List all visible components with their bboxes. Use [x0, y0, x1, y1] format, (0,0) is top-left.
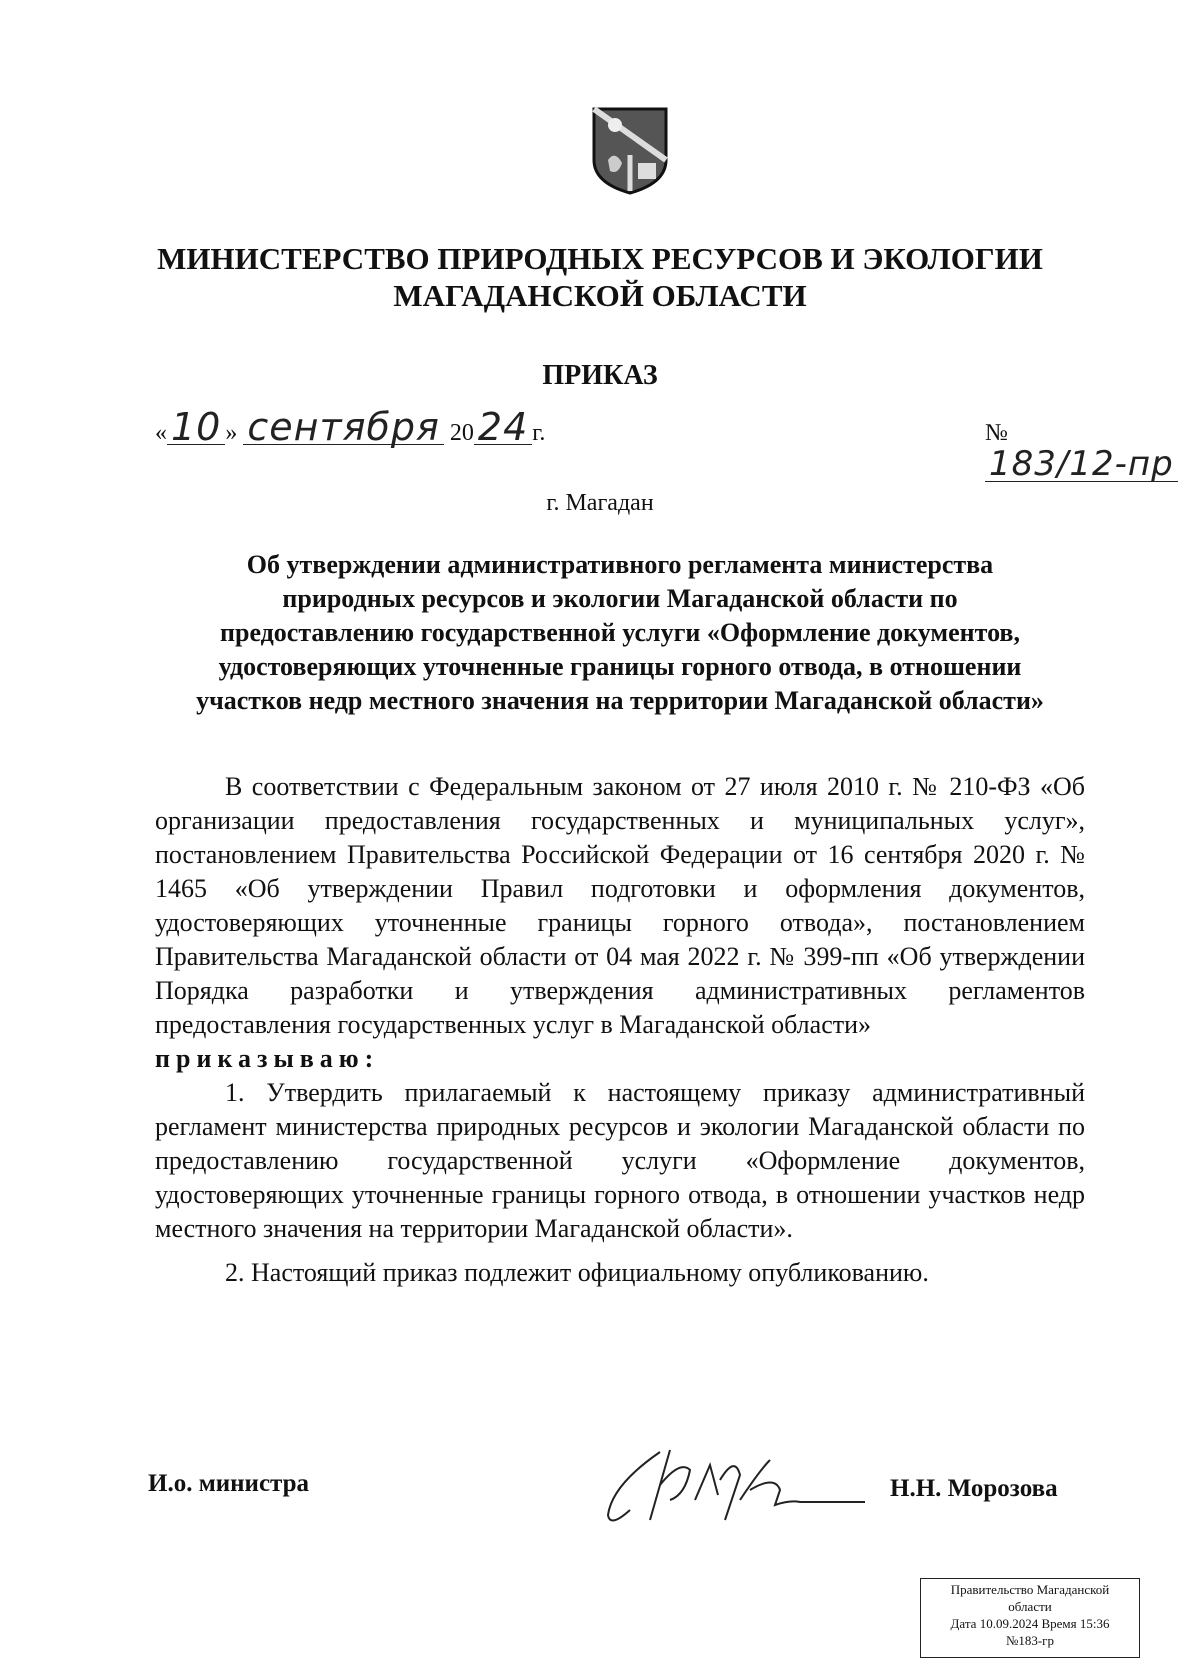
subject-line-4: удостоверяющих уточненные границы горного отвода, в отношении [218, 652, 1022, 681]
signer-name: Н.Н. Морозова [890, 1475, 1058, 1502]
item-2-paragraph: 2. Настоящий приказ подлежит официальному опубликованию. [225, 1258, 929, 1287]
date-quote-open: « [155, 420, 167, 446]
subject-line-3: предоставлению государственной услуги «Оформление документов, [220, 618, 1020, 647]
item-1-paragraph: 1. Утвердить прилагаемый к настоящему приказу административный регламент министерства природных ресурсов и экологии Магаданской области по предоставлению государственной услуги «Оформление документов, удостоверяющих уточненные границы горного отвода, в отношении участков недр местного значения на территории Магаданской области». [155, 1078, 1085, 1243]
date-month: сентября [243, 410, 444, 445]
document-type: ПРИКАЗ [542, 360, 658, 391]
preamble-paragraph: В соответствии с Федеральным законом от 27 июля 2010 г. № 210-ФЗ «Об организации предоставления государственных и муниципальных услуг», постановлением Правительства Российской Федерации от 16 сентября 2020 г. № 1465 «Об утверждении Правил подготовки и оформления документов, удостоверяющих уточненные границы горного отвода», постановлением Правительства Магаданской области от 04 мая 2022 г. № 399-пп «Об утверждении Порядка разработки и утверждения административных регламентов предоставления государственных услуг в Магаданской области» [155, 772, 1085, 1039]
stamp-line-4: №183-гр [1005, 1633, 1055, 1648]
subject-line-1: Об утверждении административного регламента министерства [246, 550, 994, 579]
stamp-line-2: области [1008, 1599, 1052, 1614]
document-date [155, 405, 546, 449]
ministry-line-1: МИНИСТЕРСТВО ПРИРОДНЫХ РЕСУРСОВ И ЭКОЛОГИИ [157, 241, 1043, 276]
document-body [155, 770, 1085, 1290]
date-year-prefix: 20 [449, 420, 474, 446]
subject-line-5: участков недр местного значения на территории Магаданской области» [196, 686, 1044, 715]
ministry-line-2: МАГАДАНСКОЙ ОБЛАСТИ [393, 278, 807, 313]
date-year-suffix: 24 [474, 410, 532, 445]
handwritten-signature [600, 1440, 870, 1530]
date-quote-close: » [225, 420, 238, 446]
stamp-line-3: Дата 10.09.2024 Время 15:36 [950, 1616, 1110, 1631]
subject-line-2: природных ресурсов и экологии Магаданской области по [282, 584, 958, 613]
number-label: № [985, 420, 1008, 446]
date-day: 10 [167, 410, 225, 445]
coat-of-arms-icon [590, 105, 670, 195]
number-value: 183/12-пр [985, 447, 1178, 482]
city: г. Магадан [546, 490, 654, 516]
stamp-line-1: Правительство Магаданской [950, 1582, 1110, 1597]
document-subject [150, 548, 1090, 718]
date-year-unit: г. [532, 420, 546, 446]
document-number [985, 420, 1200, 482]
registration-stamp [920, 1578, 1140, 1658]
signer-title: И.о. министра [148, 1470, 310, 1497]
ministry-title [0, 240, 1200, 314]
order-word: приказываю: [155, 1044, 380, 1073]
